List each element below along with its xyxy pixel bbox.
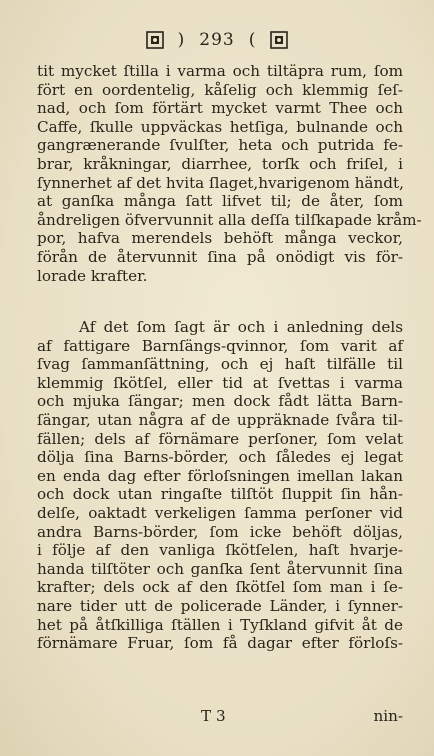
text-line: dölja ſina Barns-börder, och ſåledes ej legat xyxy=(37,448,403,467)
right-ornament-icon xyxy=(270,31,288,49)
text-line: nad, och ſom förtärt mycket varmt Thee och xyxy=(37,99,403,118)
text-line: brar, kråkningar, diarrhee, torſk och friſel, i xyxy=(37,154,403,173)
text-line: handa tilſtöter och ganſka ſent återvunnit ſina xyxy=(37,559,403,578)
signature-mark: T 3 xyxy=(201,707,226,725)
text-line: af fattigare Barnſängs-qvinnor, ſom varit af xyxy=(37,336,403,355)
page-footer xyxy=(37,707,403,727)
text-line: nare tider utt de policerade Länder, i ſynner- xyxy=(37,596,403,615)
text-line: tit mycket ſtilla i varma och tiltäpra rum, ſom xyxy=(37,62,403,80)
header-left-paren: ) xyxy=(177,30,186,50)
text-line: delſe, oaktadt verkeligen ſamma perſoner vid xyxy=(37,503,403,522)
text-line: het på åtſkilliga ſtällen i Tyſkland gifvit åt de xyxy=(37,615,403,634)
text-line: ſängar, utan några af de uppräknade ſvåra til- xyxy=(37,410,403,429)
header-right-paren: ( xyxy=(248,30,257,50)
text-line: i följe af den vanliga ſkötſelen, haſt hvarje- xyxy=(37,541,403,560)
text-line: ſvag ſammanſättning, och ej haſt tilfälle til xyxy=(37,355,403,374)
page-header xyxy=(0,30,434,50)
text-line: fällen; dels af förnämare perſoner, ſom velat xyxy=(37,429,403,448)
text-line: och mjuka ſängar; men dock fådt lätta Barn- xyxy=(37,392,403,411)
text-line: klemmig ſkötſel, eller tid at ſvettas i varma xyxy=(37,373,403,392)
text-line: at ganſka många ſatt lifvet til; de åter, ſom xyxy=(37,192,403,211)
paragraph-2 xyxy=(37,318,403,653)
page-number: 293 xyxy=(199,30,235,50)
text-line: por, hafva merendels behöft många veckor, xyxy=(37,229,403,248)
text-line: förnämare Fruar, ſom få dagar efter förloſs- xyxy=(37,634,403,653)
left-ornament-icon xyxy=(146,31,164,49)
text-line: Af det ſom ſagt är och i anledning dels xyxy=(79,318,403,336)
paragraph-1 xyxy=(37,62,422,285)
text-line: och dock utan ringaſte tilſtöt ſluppit ſin hån- xyxy=(37,485,403,504)
catchword: nin- xyxy=(373,707,403,725)
text-line: ſynnerhet af det hvita ſlaget,hvarigenom händt, xyxy=(37,173,404,192)
text-line: andra Barns-börder, ſom icke behöft döljas, xyxy=(37,522,403,541)
text-line: krafter; dels ock af den ſkötſel ſom man i ſe- xyxy=(37,578,403,597)
text-line: Caffe, ſkulle uppväckas hetſiga, bulnande och xyxy=(37,117,403,136)
text-line: åndreligen öfvervunnit alla deſſa tilſkapade kråm- xyxy=(37,210,422,229)
text-line: en enda dag efter förloſsningen imellan lakan xyxy=(37,466,403,485)
text-line: förån de återvunnit ſina på onödigt vis för- xyxy=(37,247,403,266)
text-line: fört en oordentelig, kåſelig och klemmig ſeſ- xyxy=(37,80,403,99)
text-line: lorade krafter. xyxy=(37,266,148,285)
text-line: gangrænerande ſvulſter, heta och putrida fe- xyxy=(37,136,403,155)
